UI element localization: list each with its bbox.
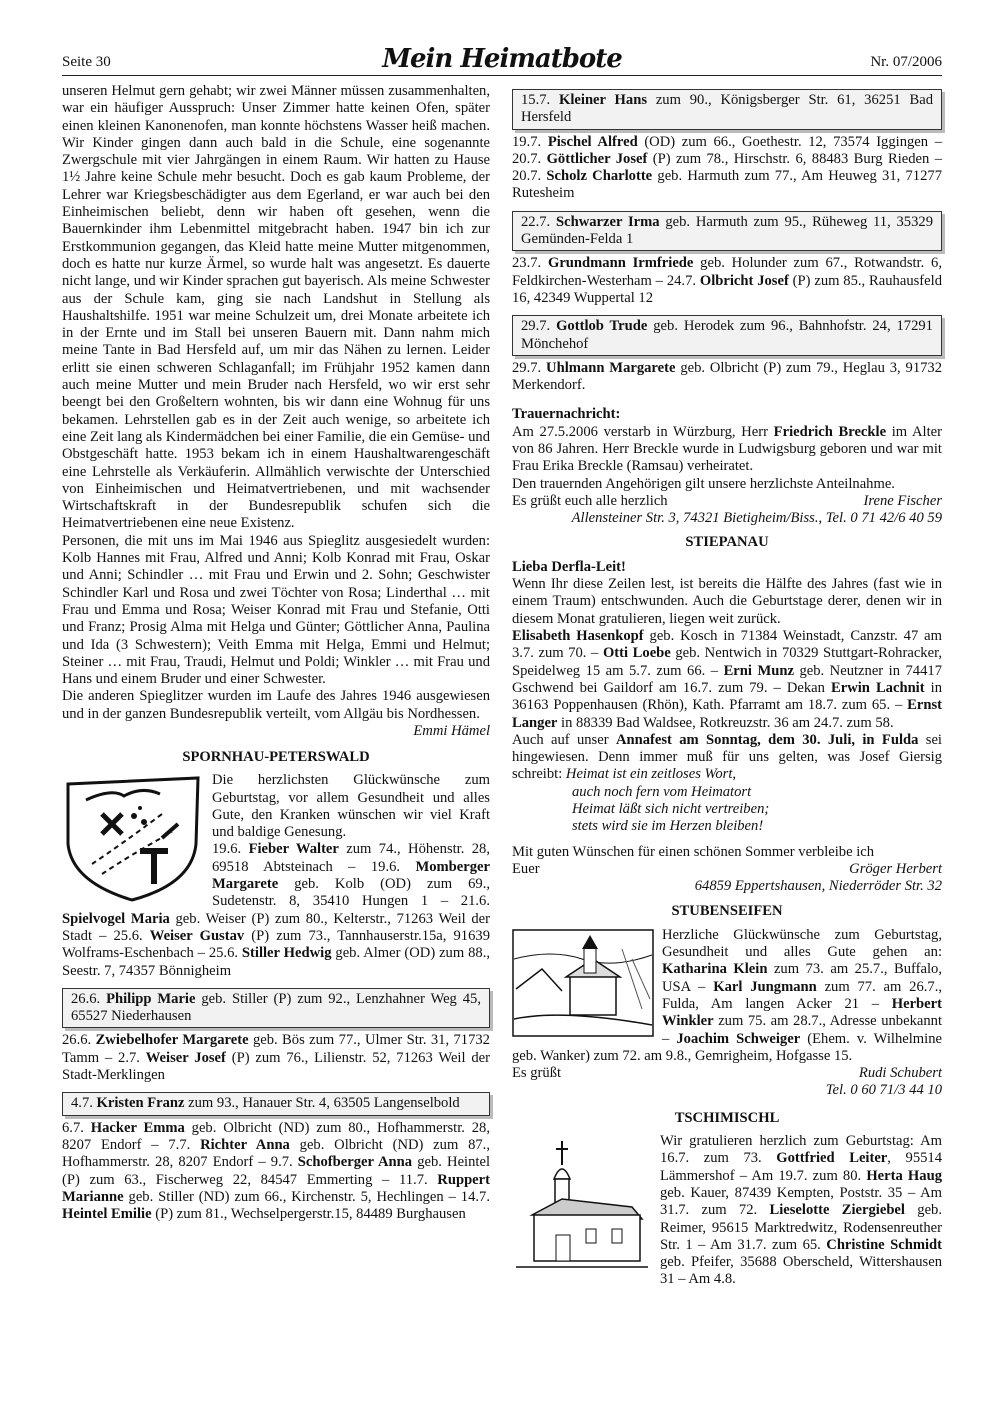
birthday-list: 23.7. Grundmann Irmfriede geb. Holunder zum 67., Rotwandstr. 6, Feldkirchen-Westerham – 24.7. Olbricht Josef (P) zum 85., Rauhausfeld 16, 42349 Wuppertal 12 [512,255,942,306]
article-paragraph: Die anderen Spieglitzer wurden im Laufe des Jahres 1946 ausgewiesen und in der ganzen Bundesrepublik verteilt, vom Allgäu bis Nordhessen. Emmi Hämel [62,688,490,739]
left-column [62,83,490,1223]
section-heading-stubenseifen: STUBENSEIFEN [671,903,783,920]
greeting-line: Euer Gröger Herbert [512,860,942,877]
birthday-list: Herzliche Glückwünsche zum Geburtstag, Gesundheit und alles Gute gehen an: Katharina Klein zum 73. am 25.7., Buffalo, USA – Karl Jungmann zum 77. am 26.7., Fulda, Am langen Acker 21 – Herbert Winkler zum 75. am 28.7., Adresse unbekannt – Joachim Schweiger (Ehem. v. Wilhelmine geb. Wanker) zum 72. am 9.8., Gemrigheim, Hofgasse 15. [512,926,942,1064]
birthday-list: 29.7. Uhlmann Margarete geb. Olbricht (P) zum 79., Heglau 3, 91732 Merkendorf. [512,359,943,394]
author-signature: Emmi Hämel [413,722,490,739]
poem-line: stets wird sie im Herzen bleiben! [572,818,764,835]
page-header [62,46,942,74]
section-paragraph: Wenn Ihr diese Zeilen lest, ist bereits die Hälfte des Jahres (fast wie in einem Traum) entschwunden. Auch die Geburtstage derer, denen wir in diesem Monat gratulieren, liegen weit zurück. [512,576,942,627]
poem-line: Heimat läßt sich nicht vertreiben; [572,800,770,817]
highlight-box: 26.6. Philipp Marie geb. Stiller (P) zum 92., Lenzhahner Weg 45, 65527 Niederhausen [62,988,490,1029]
masthead-title: Mein Heimatbote [382,44,622,74]
section-paragraph: Die herzlichsten Glückwünsche zum Geburtstag, vor allem Gesundheit und alles Gute, den Kranken wünschen wir viel Kraft und baldige Genesung. [212,772,490,841]
highlight-box: 29.7. Gottlob Trude geb. Herodek zum 96., Bahnhofstr. 24, 17291 Mönchehof [512,315,942,356]
issue-number: Nr. 07/2006 [870,54,942,70]
highlight-box: 22.7. Schwarzer Irma geb. Harmuth zum 95., Rüheweg 11, 35329 Gemünden-Felda 1 [512,211,942,252]
author-signature: Rudi Schubert [858,1065,942,1082]
closing-text: Mit guten Wünschen für einen schönen Sommer verbleibe ich [512,843,875,860]
section-heading-stiepanau: STIEPANAU [685,533,769,550]
greeting-line: Es grüßt euch alle herzlich Irene Fischer [512,492,942,509]
highlight-box: 4.7. Kristen Franz zum 93., Hanauer Str. 4, 63505 Langenselbold [62,1092,490,1115]
article-paragraph: unseren Helmut gern gehabt; wir zwei Männer müssen zusammenhalten, war ein häufiger Ausspruch: Unser Zimmer hatte keinen Ofen, später einen kleinen Kanonenofen, man konnte höchstens Wasser heiß machen. Wir Kinder gingen dann auch bald in die Schule, eine sogenannte Zwergschule mit vier Jahrgängen in einem Raum. Wir hatten zu Hause 1½ Jahre keine Schule mehr besucht. Doch es gab kaum Probleme, der Lehrer war Kriegsbeschädigter aus dem Egerland, er war auch bei den Einheimischen beliebt, denn wir haben oft gesehen, wenn die Bauernkinder ihm Lebenmittel mitgebracht haben. 1947 bin ich zur Erstkommunion gegangen, das Kleid hatte meine Mutter mitgenommen, doch es hatte nur kurze Ärmel, so wurde halt was angesetzt. Es dauerte nicht lange, und wir Kinder sprachen gut bayerisch. Als meine Schwester aus der Schule kam, ging sie nach Landshut in Stellung als Haushaltshilfe. 1951 war meine Schulzeit um, drei Monate arbeitete ich in der Ernte und im Stall bei unseren Bauern mit. Dann nahm mich meine Tante in Bad Hersfeld auf, um mir das Nähen zu lernen. Leider erlitt sie einen schweren Schlaganfall; im Frühjahr 1952 kamen dann auch meine Mutter und mein Bruder nach Hersfeld, wo wir erst sehr beengt bei den Großeltern wohnten, bis wir dann eine Wohnug für uns bekamen. Lehrstellen gab es in der Zeit auch wenige, so arbeitete ich eine Zeit lang als Kindermädchen bei einer Familie, die ein Gemüse- und Obstgeschäft hatte. 1953 bekam ich in einem Haushaltwarengeschäft eine Lehrstelle als Verkäuferin. Allmählich verwischte der Unterschied von Einheimischen und Heimatvertriebenen, und mit wachsender Wirtschaftskraft in der Bundesrepublik schufen sich die Heimatvertriebenen eine neue Existenz. [62,83,490,532]
page-number: Seite 30 [62,54,111,70]
birthday-list: Wir gratulieren herzlich zum Geburtstag: Am 16.7. zum 73. Gottfried Leiter, 95514 Lämmershof – Am 19.7. zum 80. Herta Haug geb. Kauer, 87439 Kempten, Poststr. 35 – Am 31.7. zum 72. Lieselotte Ziergiebel geb. Reimer, 95615 Marktredwitz, Rodensenreuther Str. 1 – Am 31.7. zum 65. Christine Schmidt geb. Pfeifer, 35688 Oberscheld, Wittershausen 31 – Am 4.8. [660,1133,943,1288]
author-address: Allensteiner Str. 3, 74321 Bietigheim/Biss., Tel. 0 71 42/6 40 59 [571,510,942,527]
greeting-line: Es grüßt Rudi Schubert [512,1065,942,1082]
salutation: Lieba Derfla-Leit! [512,558,626,575]
author-address: 64859 Eppertshausen, Niederröder Str. 32 [694,878,942,895]
section-heading-spornhau: SPORNHAU-PETERSWALD [182,748,370,765]
article-paragraph: Personen, die mit uns im Mai 1946 aus Spieglitz ausgesiedelt wurden: Kolb Hannes mit Frau, Alfred und Anni; Kolb Konrad mit Frau, Oskar und Anni; Schindler … mit Frau und Erwin und 2. Sohn; Geschwister Schindler Karl und Rosa und zwei Töchter von Rosa; Linderthal … mit Frau und Emma und Rosa; Weiser Konrad mit Frau und Stefanie, Otti und Franz; Prosig Alma mit Helga und Günter; Göttlicher Anna, Paulina und Ida (3 Schwestern); Veith Emma mit Helga, Emmi und Helmut; Steiner … mit Frau, Traudi, Helmut und Poldi; Winkler … mit Frau und Hans und einem Bruder und einer Schwester. [62,532,490,688]
right-column [512,83,942,1289]
poem-line: auch noch fern vom Heimatort [572,783,752,800]
birthday-list: 19.7. Pischel Alfred (OD) zum 66., Goethestr. 12, 73574 Iggingen – 20.7. Göttlicher Josef (P) zum 78., Hirschstr. 6, 88483 Burg Rieden – 20.7. Scholz Charlotte geb. Harmuth zum 77., Am Heuweg 31, 71277 Rutesheim [512,133,942,202]
obituary-text: Am 27.5.2006 verstarb in Würzburg, Herr Friedrich Breckle im Alter von 86 Jahren. Herr Breckle wurde in Ludwigsburg geboren und war mit Frau Erika Breckle (Ramsau) verheiratet. [512,423,942,475]
author-signature: Gröger Herbert [849,860,942,877]
birthday-list: Elisabeth Hasenkopf geb. Kosch in 71384 Weinstadt, Canzstr. 47 am 3.7. zum 70. – Otti Loebe geb. Nentwich in 70329 Stuttgart-Rohracker, Speidelweg 15 am 5.7. zum 66. – Erni Munz geb. Neutzner in 74417 Gschwend bei Gaildorf am 16.7. zum 79. – Dekan Erwin Lachnit in 36163 Poppenhausen (Rhön), Kath. Pfarramt am 18.7. zum 65. – Ernst Langer in 88339 Bad Waldsee, Rotkreuzstr. 36 am 24.7. zum 58. [512,628,942,731]
author-phone: Tel. 0 60 71/3 44 10 [825,1082,942,1099]
chapel-icon [512,1135,652,1275]
highlight-box: 15.7. Kleiner Hans zum 90., Königsberger Str. 61, 36251 Bad Hersfeld [512,89,942,130]
village-church-icon [512,929,654,1037]
author-signature: Irene Fischer [863,492,942,509]
obituary-heading: Trauernachricht: [512,406,621,423]
coat-of-arms-icon [62,774,204,904]
header-rule [62,75,942,76]
birthday-list: 19.6. Fieber Walter zum 74., Höhenstr. 28, 69518 Abtsteinach – 19.6. Momberger Margarete geb. Kolb (OD) zum 69., Sudetenstr. 8, 35410 Hungen 1 – 21.6. Spielvogel Maria geb. Weiser (P) zum 80., Kelterstr., 71263 Weil der Stadt – 25.6. Weiser Gustav (P) zum 73., Tannhauserstr.15a, 91639 Wolframs-Eschenbach – 25.6. Stiller Hedwig geb. Almer (OD) zum 88., Seestr. 7, 74357 Bönnigheim [62,841,490,979]
birthday-list: 6.7. Hacker Emma geb. Olbricht (ND) zum 80., Hofhammerstr. 28, 8207 Endorf – 7.7. Richter Anna geb. Olbricht (ND) zum 87., Hofhammerstr. 28, 8207 Endorf – 9.7. Schofberger Anna geb. Heintel (P) zum 63., Fischerweg 22, 84547 Emmerting – 11.7. Ruppert Marianne geb. Stiller (ND) zum 66., Kirchenstr. 5, Hechlingen – 14.7. Heintel Emilie (P) zum 81., Wechselpergerstr.15, 84489 Burghausen [62,1119,490,1223]
section-heading-tschimischl: TSCHIMISCHL [674,1109,780,1126]
birthday-list: 26.6. Zwiebelhofer Margarete geb. Bös zum 77., Ulmer Str. 31, 71732 Tamm – 2.7. Weiser Josef (P) zum 76., Lilienstr. 52, 71263 Weil der Stadt-Merklingen [62,1032,490,1084]
section-paragraph: Auch auf unser Annafest am Sonntag, dem 30. Juli, in Fulda sei hingewiesen. Denn immer muß für uns gelten, was Josef Giersig schreibt: Heimat ist ein zeitloses Wort, [512,731,942,783]
obituary-text: Den trauernden Angehörigen gilt unsere herzlichste Anteilnahme. [512,475,895,492]
